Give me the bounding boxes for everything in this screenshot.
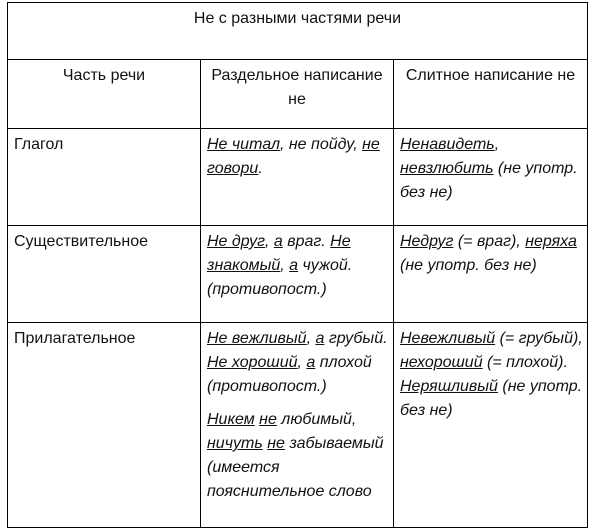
table-row	[8, 323, 588, 528]
underlined-example: а	[306, 354, 316, 371]
underlined-example: Невежливый	[400, 330, 496, 347]
example-text: , не пойду,	[279, 136, 363, 153]
table-row	[8, 226, 588, 323]
underlined-example: Не хороший	[207, 354, 298, 371]
underlined-example: не говори	[207, 136, 380, 177]
joined-examples-adjective	[394, 323, 588, 528]
example-text: любимый,	[276, 411, 357, 428]
underlined-example: ничуть	[207, 435, 263, 452]
underlined-example: а	[289, 257, 299, 274]
example-text: ,	[280, 257, 290, 274]
header-joined-spelling: Слитное написание не	[394, 60, 588, 129]
example-text: грубый.	[324, 330, 388, 347]
example-text: ,	[297, 354, 307, 371]
underlined-example: а	[273, 233, 283, 250]
example-text: забываемый (имеется пояснительное слово	[207, 435, 384, 500]
example-text: .	[258, 160, 263, 177]
example-paragraph	[207, 408, 389, 504]
underlined-example: Никем	[207, 411, 255, 428]
separate-examples-noun	[201, 226, 394, 323]
example-text: (не употр. без не)	[400, 257, 537, 274]
underlined-example: нехороший	[400, 354, 483, 371]
separate-examples-verb	[201, 129, 394, 226]
underlined-example: не	[259, 411, 277, 428]
example-text: чужой. (противопост.)	[207, 257, 353, 298]
underlined-example: Ненавидеть	[400, 136, 495, 153]
example-text: ,	[306, 330, 316, 347]
separate-examples-adjective	[201, 323, 394, 528]
underlined-example: Не друг	[207, 233, 265, 250]
underlined-example: неряха	[525, 233, 577, 250]
part-of-speech-noun: Существительное	[8, 226, 201, 323]
joined-examples-verb	[394, 129, 588, 226]
example-text: плохой (противопост.)	[207, 354, 372, 395]
example-text: враг.	[282, 233, 331, 250]
example-paragraph	[207, 327, 389, 399]
table-title: Не с разными частями речи	[8, 3, 588, 60]
underlined-example: Не знакомый	[207, 233, 351, 274]
underlined-example: а	[315, 330, 325, 347]
header-separate-spelling: Раздельное написание не	[201, 60, 394, 129]
underlined-example: невзлюбить	[400, 160, 494, 177]
part-of-speech-verb: Глагол	[8, 129, 201, 226]
rules-table	[7, 2, 588, 528]
underlined-example: Не читал	[207, 136, 280, 153]
example-text: (= плохой).	[482, 354, 568, 371]
header-part-of-speech: Часть речи	[8, 60, 201, 129]
example-text: (не употр. без не)	[400, 378, 583, 419]
underlined-example: Не вежливый	[207, 330, 307, 347]
example-text: ,	[265, 233, 274, 250]
table-row	[8, 129, 588, 226]
example-text: (= враг),	[453, 233, 526, 250]
underlined-example: Неряшливый	[400, 378, 498, 395]
example-text: (не употр. без не)	[400, 160, 578, 201]
part-of-speech-adjective: Прилагательное	[8, 323, 201, 528]
underlined-example: Недруг	[400, 233, 454, 250]
example-text: (= грубый),	[495, 330, 583, 347]
joined-examples-noun	[394, 226, 588, 323]
example-text: ,	[494, 136, 500, 153]
underlined-example: не	[267, 435, 285, 452]
